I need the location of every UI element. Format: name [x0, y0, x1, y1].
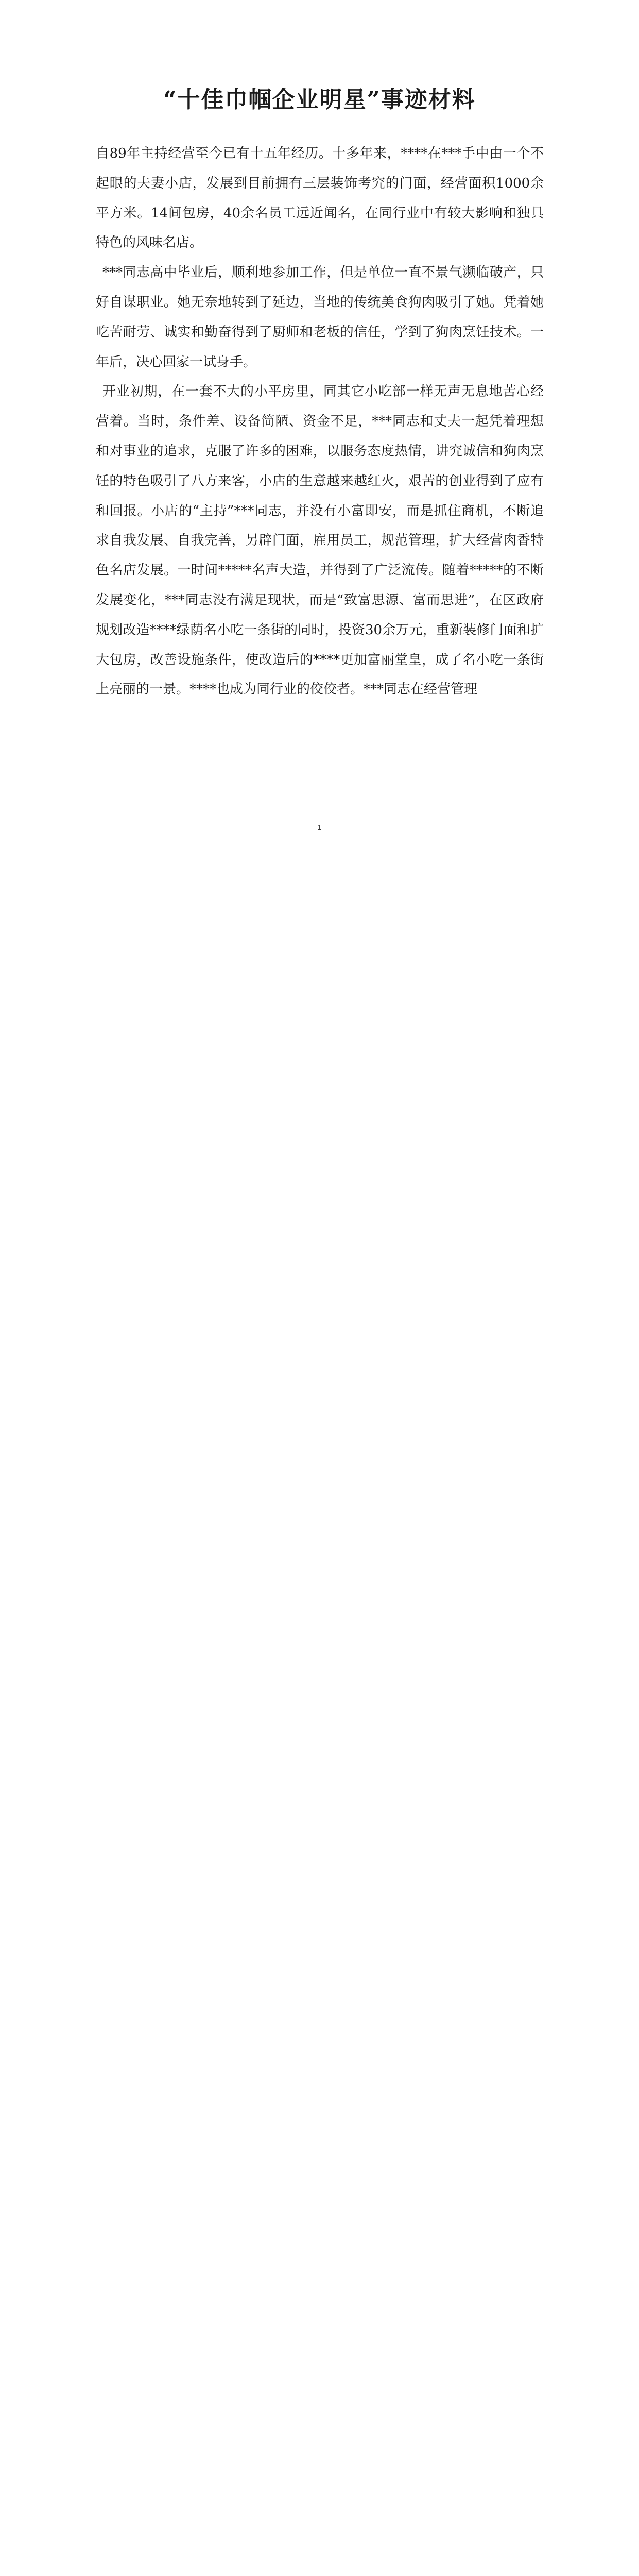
paragraph: 开业初期，在一套不大的小平房里，同其它小吃部一样无声无息地苦心经营着。当时，条件差、设备简陋、资金不足，***同志和丈夫一起凭着理想和对事业的追求，克服了许多的困难，以服务态度热情，讲究诚信和狗肉烹饪的特色吸引了八方来客，小店的生意越来越红火，艰苦的创业得到了应有和回报。小店的“主持”***同志，并没有小富即安，而是抓住商机，不断追求自我发展、自我完善，另辟门面，雇用员工，规范管理，扩大经营肉香特色名店发展。一时间*****名声大造，并得到了广泛流传。随着*****的不断发展变化，***同志没有满足现状，而是“致富思源、富而思进”，在区政府规划改造****绿荫名小吃一条街的同时，投资30余万元，重新装修门面和扩大包房，改善设施条件，使改造后的****更加富丽堂皇，成了名小吃一条街上亮丽的一景。****也成为同行业的佼佼者。***同志在经营管理: [96, 384, 544, 698]
paragraph: 自89年主持经营至今已有十五年经历。十多年来，****在***手中由一个不起眼的夫妻小店，发展到目前拥有三层装饰考究的门面，经营面积1000余平方米。14间包房，40余名员工远近闻名，在同行业中有较大影响和独具特色的风味名店。: [96, 146, 544, 251]
document-title: “十佳巾帼企业明星”事迹材料: [163, 87, 476, 113]
document-page-2: [0, 904, 639, 1807]
document-page-3: [0, 1807, 639, 2576]
document-page-1: [0, 0, 639, 904]
page-1-body: [96, 139, 544, 705]
paragraph: ***同志高中毕业后，顺利地参加工作，但是单位一直不景气濒临破产，只好自谋职业。她无奈地转到了延边，当地的传统美食狗肉吸引了她。凭着她吃苦耐劳、诚实和勤奋得到了厨师和老板的信任，学到了狗肉烹饪技术。一年后，决心回家一试身手。: [96, 265, 544, 370]
page-number: 1: [317, 824, 322, 832]
